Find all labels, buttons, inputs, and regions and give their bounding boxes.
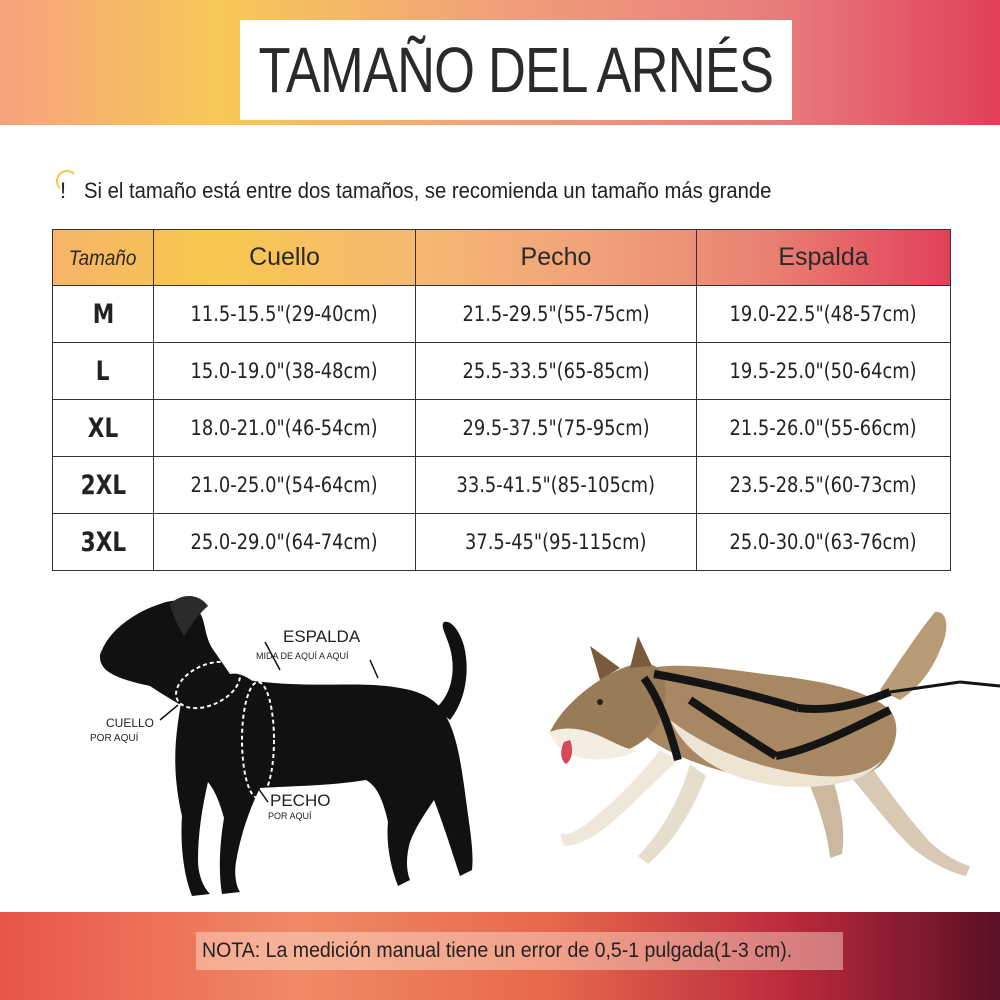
table-row	[53, 514, 951, 571]
table-row	[53, 400, 951, 457]
husky-harness-image	[530, 600, 1000, 900]
tip-text: Si el tamaño está entre dos tamaños, se recomienda un tamaño más grande	[84, 178, 772, 203]
size-cell: M	[53, 286, 154, 343]
note-text: NOTA: La medición manual tiene un error de 0,5-1 pulgada(1-3 cm).	[202, 939, 793, 962]
espalda-cell: 19.0-22.5"(48-57cm)	[697, 286, 951, 343]
espalda-cell: 21.5-26.0"(55-66cm)	[697, 400, 951, 457]
table-row	[53, 286, 951, 343]
tip-line	[60, 178, 831, 204]
espalda-cell: 23.5-28.5"(60-73cm)	[697, 457, 951, 514]
cuello-cell: 21.0-25.0"(54-64cm)	[154, 457, 416, 514]
pecho-cell: 21.5-29.5"(55-75cm)	[416, 286, 697, 343]
label-mida: MIDA DE AQUÍ A AQUÍ	[256, 651, 349, 661]
espalda-cell: 25.0-30.0"(63-76cm)	[697, 514, 951, 571]
table-row	[53, 343, 951, 400]
label-pecho-por-aqui: POR AQUÍ	[268, 811, 312, 821]
size-cell: 3XL	[53, 514, 154, 571]
size-cell: 2XL	[53, 457, 154, 514]
size-table	[52, 229, 951, 571]
pecho-cell: 37.5-45"(95-115cm)	[416, 514, 697, 571]
label-pecho: PECHO	[270, 791, 331, 810]
cuello-cell: 15.0-19.0"(38-48cm)	[154, 343, 416, 400]
cuello-cell: 11.5-15.5"(29-40cm)	[154, 286, 416, 343]
header-cuello: Cuello	[154, 230, 416, 286]
header-espalda: Espalda	[697, 230, 951, 286]
note-box	[196, 932, 843, 970]
espalda-cell: 19.5-25.0"(50-64cm)	[697, 343, 951, 400]
size-cell: XL	[53, 400, 154, 457]
label-espalda: ESPALDA	[283, 627, 361, 646]
label-cuello: CUELLO	[106, 716, 155, 730]
pecho-cell: 25.5-33.5"(65-85cm)	[416, 343, 697, 400]
pecho-cell: 29.5-37.5"(75-95cm)	[416, 400, 697, 457]
size-cell: L	[53, 343, 154, 400]
lightbulb-icon: !	[60, 178, 82, 204]
header-pecho: Pecho	[416, 230, 697, 286]
cuello-cell: 18.0-21.0"(46-54cm)	[154, 400, 416, 457]
cuello-cell: 25.0-29.0"(64-74cm)	[154, 514, 416, 571]
label-cuello-por-aqui: POR AQUÍ	[90, 733, 139, 744]
title-box	[240, 20, 792, 120]
table-header-row	[53, 230, 951, 286]
table-row	[53, 457, 951, 514]
pecho-cell: 33.5-41.5"(85-105cm)	[416, 457, 697, 514]
page-title: TAMAÑO DEL ARNÉS	[258, 34, 774, 106]
header-tamano: Tamaño	[53, 230, 154, 286]
